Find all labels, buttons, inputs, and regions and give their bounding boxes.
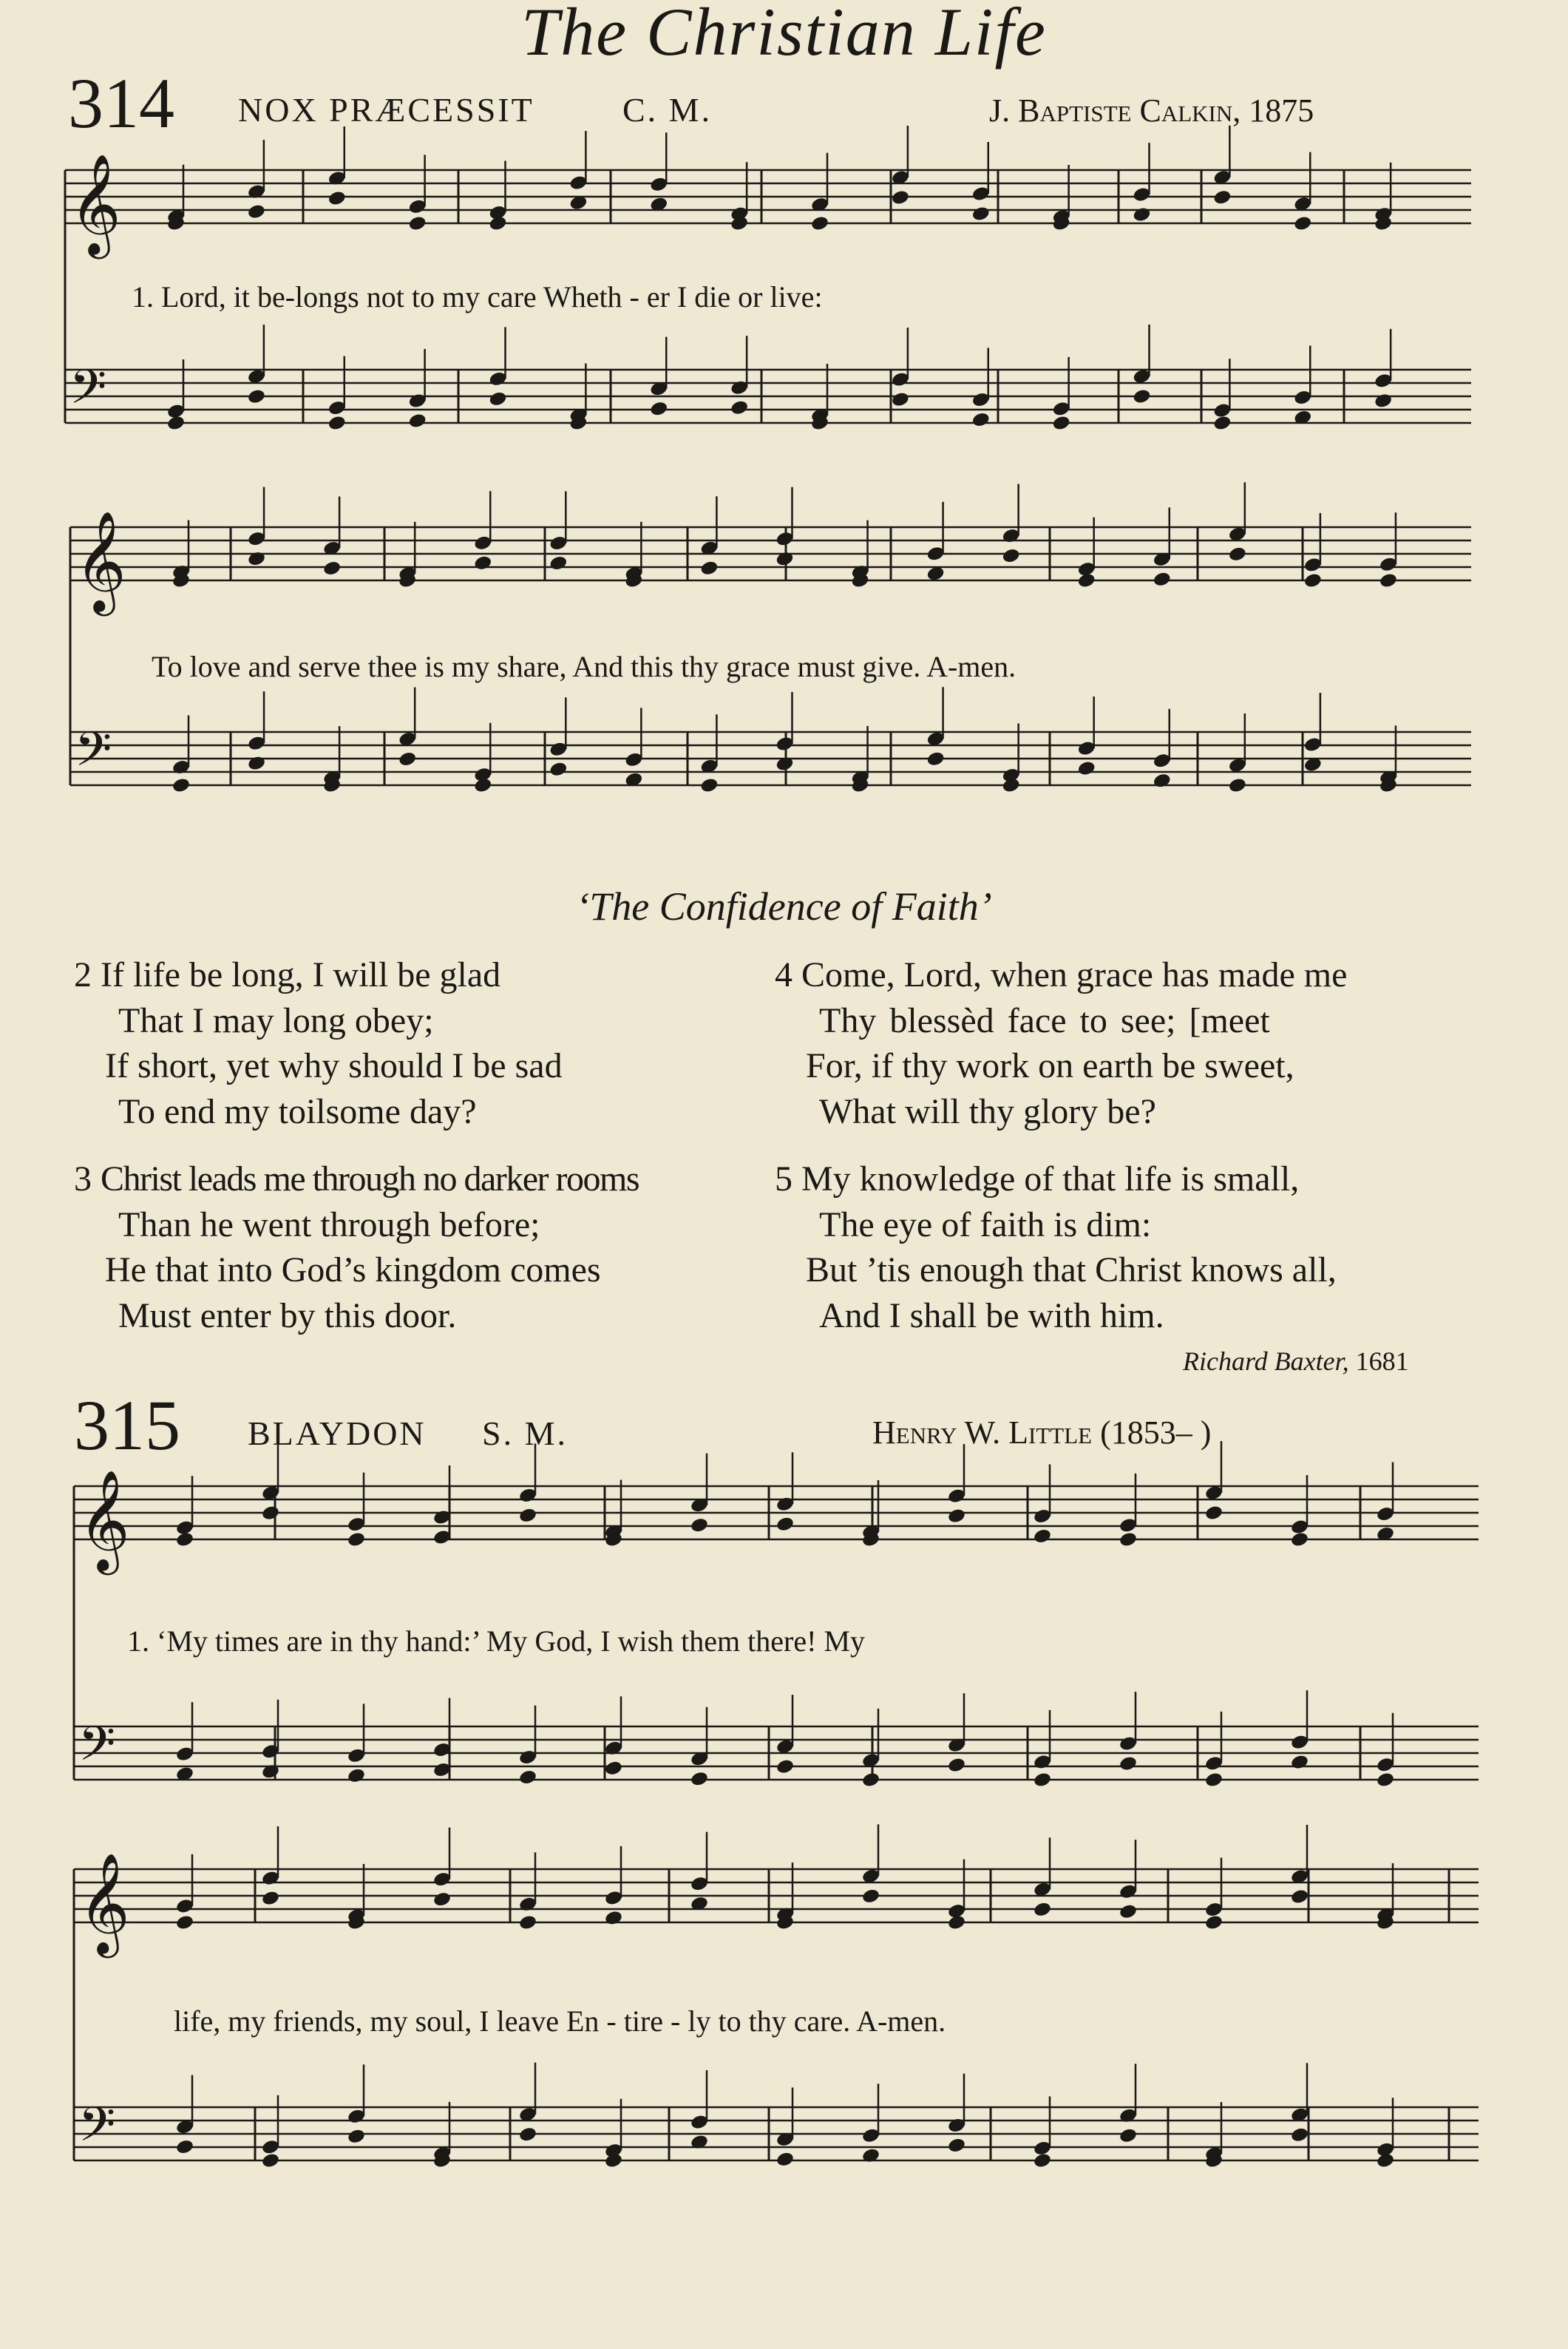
hymn-314-tune-name: NOX PRÆCESSIT bbox=[238, 91, 534, 129]
bass-notes bbox=[175, 2063, 1395, 2169]
verse-line: Thy blessèd face to see; [meet bbox=[819, 1000, 1270, 1040]
note-head bbox=[604, 1910, 623, 1927]
note-head bbox=[261, 1890, 280, 1907]
note-head bbox=[1052, 415, 1071, 432]
note-head bbox=[1374, 393, 1393, 410]
note-head bbox=[327, 415, 347, 432]
verse-line: He that into God’s kingdom comes bbox=[105, 1250, 601, 1289]
note-head bbox=[891, 189, 910, 206]
treble-notes bbox=[175, 1824, 1395, 1931]
note-head bbox=[1379, 572, 1398, 589]
note-head bbox=[549, 555, 568, 572]
note-head bbox=[971, 411, 991, 428]
note-head bbox=[488, 215, 507, 232]
note-head bbox=[1204, 1914, 1223, 1931]
note-head bbox=[1077, 760, 1096, 777]
note-head bbox=[175, 1914, 194, 1931]
note-head bbox=[1119, 2127, 1138, 2144]
note-head bbox=[549, 761, 568, 778]
hymn-314-lyric-line-2: To love and serve thee is my share, And this thy grace must give. A-men. bbox=[152, 650, 1017, 683]
treble-staff bbox=[74, 1468, 1479, 1575]
note-head bbox=[1228, 777, 1247, 794]
note-head bbox=[518, 1769, 537, 1786]
note-head bbox=[432, 1891, 452, 1908]
note-head bbox=[172, 777, 191, 794]
note-head bbox=[166, 415, 186, 432]
note-head bbox=[604, 1760, 623, 1777]
verse-line: If life be long, I will be glad bbox=[101, 955, 501, 994]
note-head bbox=[175, 2138, 194, 2155]
hymn-314-lyric-line-1: 1. Lord, it be-longs not to my care Wheth - er I die or live: bbox=[132, 280, 823, 313]
note-head bbox=[891, 391, 910, 408]
verse-number: 5 bbox=[775, 1159, 793, 1199]
bass-notes bbox=[166, 325, 1393, 431]
note-head bbox=[971, 206, 991, 223]
note-head bbox=[1033, 2152, 1052, 2169]
note-head bbox=[261, 1505, 280, 1522]
treble-clef: 𝄞 bbox=[78, 1468, 130, 1570]
note-head bbox=[347, 1531, 366, 1548]
attribution-year: 1681 bbox=[1355, 1346, 1409, 1376]
bass-staff bbox=[74, 1717, 1479, 1783]
hymn-315-tune-name: BLAYDON bbox=[248, 1414, 427, 1452]
verse-number: 4 bbox=[775, 955, 793, 994]
section-title: ‘The Confidence of Faith’ bbox=[576, 884, 992, 929]
note-head bbox=[699, 560, 719, 577]
note-head bbox=[247, 550, 266, 567]
note-head bbox=[730, 399, 749, 416]
note-head bbox=[518, 2126, 537, 2143]
hymn-314-meter: C. M. bbox=[622, 91, 713, 129]
treble-notes bbox=[175, 1441, 1395, 1548]
verse-number: 2 bbox=[74, 955, 92, 994]
hymn-315-lyric-line-1: 1. ‘My times are in thy hand:’ My God, I wish them there! My bbox=[127, 1624, 865, 1658]
verse-2 bbox=[74, 952, 563, 1134]
note-head bbox=[947, 1757, 966, 1774]
hymn-314-composer: J. Baptiste Calkin, 1875 bbox=[989, 92, 1314, 129]
treble-notes bbox=[172, 482, 1398, 589]
note-head bbox=[1132, 388, 1151, 405]
note-head bbox=[488, 390, 507, 407]
hymn-315-composer: Henry W. Little (1853– ) bbox=[872, 1414, 1212, 1451]
note-head bbox=[1376, 2152, 1395, 2169]
note-head bbox=[175, 1531, 194, 1548]
note-head bbox=[1212, 189, 1232, 206]
bass-clef: 𝄢 bbox=[69, 360, 107, 427]
note-head bbox=[473, 555, 492, 572]
note-head bbox=[947, 1914, 966, 1931]
treble-staff bbox=[70, 509, 1471, 616]
verse-line: Than he went through before; bbox=[118, 1204, 540, 1244]
note-head bbox=[1290, 1754, 1309, 1771]
note-head bbox=[1119, 1531, 1138, 1548]
bass-clef: 𝄢 bbox=[78, 2098, 116, 2164]
note-head bbox=[1293, 215, 1312, 232]
note-head bbox=[1153, 772, 1172, 789]
note-head bbox=[690, 1770, 709, 1787]
note-head bbox=[1153, 571, 1172, 588]
note-head bbox=[861, 1772, 880, 1789]
hymn-315-number: 315 bbox=[74, 1386, 180, 1465]
hymn-315-meter: S. M. bbox=[482, 1414, 568, 1452]
note-head bbox=[1077, 572, 1096, 589]
note-head bbox=[1119, 1755, 1138, 1772]
note-head bbox=[247, 388, 266, 405]
note-head bbox=[775, 1758, 795, 1775]
attribution-author: Richard Baxter, bbox=[1183, 1346, 1349, 1376]
verse-line: But ’tis enough that Christ knows all, bbox=[806, 1250, 1337, 1289]
verse-line: Christ leads me through no darker rooms bbox=[101, 1159, 639, 1199]
verse-line: The eye of faith is dim: bbox=[819, 1204, 1152, 1244]
verse-line: To end my toilsome day? bbox=[118, 1091, 477, 1131]
treble-clef: 𝄞 bbox=[69, 152, 121, 254]
note-head bbox=[810, 215, 829, 232]
note-head bbox=[649, 400, 668, 417]
note-head bbox=[947, 2137, 966, 2154]
note-head bbox=[1228, 546, 1247, 563]
verse-5 bbox=[775, 1156, 1337, 1338]
note-head bbox=[1033, 1772, 1052, 1789]
note-head bbox=[1119, 1903, 1138, 1920]
note-head bbox=[861, 1888, 880, 1905]
verse-line: That I may long obey; bbox=[118, 1000, 434, 1040]
note-head bbox=[473, 777, 492, 794]
note-head bbox=[408, 215, 427, 232]
verse-number: 3 bbox=[74, 1159, 92, 1199]
bass-staff bbox=[65, 360, 1471, 427]
note-head bbox=[327, 190, 347, 207]
note-head bbox=[347, 2128, 366, 2145]
note-head bbox=[1303, 572, 1323, 589]
treble-notes bbox=[166, 126, 1393, 232]
note-head bbox=[1033, 1901, 1052, 1918]
bass-clef: 𝄢 bbox=[78, 1717, 116, 1783]
note-head bbox=[1290, 1531, 1309, 1548]
note-head bbox=[247, 755, 266, 772]
hymn-315-lyric-line-2: life, my friends, my soul, I leave En - tire - ly to thy care. A-men. bbox=[174, 2004, 946, 2038]
note-head bbox=[947, 1508, 966, 1525]
note-head bbox=[1290, 1888, 1309, 1905]
note-head bbox=[1290, 2126, 1309, 2143]
verse-3 bbox=[74, 1156, 639, 1338]
bass-clef: 𝄢 bbox=[75, 722, 112, 789]
note-head bbox=[926, 750, 946, 767]
verse-line: Must enter by this door. bbox=[118, 1295, 457, 1335]
note-head bbox=[247, 203, 266, 220]
verse-line: And I shall be with him. bbox=[819, 1295, 1164, 1335]
note-head bbox=[1212, 415, 1232, 432]
note-head bbox=[408, 413, 427, 430]
note-head bbox=[775, 2151, 795, 2168]
note-head bbox=[699, 777, 719, 794]
bass-staff bbox=[70, 722, 1471, 789]
note-head bbox=[518, 1914, 537, 1931]
verse-4 bbox=[775, 952, 1347, 1134]
note-head bbox=[1002, 547, 1021, 564]
attribution bbox=[1183, 1346, 1409, 1377]
note-head bbox=[347, 1767, 366, 1784]
verse-line: Come, Lord, when grace has made me bbox=[801, 955, 1348, 994]
note-head bbox=[398, 750, 417, 767]
note-head bbox=[1033, 1528, 1052, 1545]
verse-line: If short, yet why should I be sad bbox=[105, 1046, 563, 1085]
note-head bbox=[322, 560, 342, 577]
note-head bbox=[261, 2152, 280, 2169]
note-head bbox=[1204, 1505, 1223, 1522]
note-head bbox=[690, 1516, 709, 1533]
verse-line: For, if thy work on earth be sweet, bbox=[806, 1046, 1294, 1085]
treble-clef: 𝄞 bbox=[75, 509, 126, 611]
note-head bbox=[1204, 1772, 1223, 1789]
treble-clef: 𝄞 bbox=[78, 1851, 130, 1953]
bass-staff bbox=[74, 2098, 1479, 2164]
note-head bbox=[1376, 1772, 1395, 1789]
bass-notes bbox=[172, 687, 1398, 793]
page-title: The Christian Life bbox=[521, 0, 1047, 70]
treble-staff bbox=[74, 1851, 1479, 1958]
treble-staff bbox=[65, 152, 1471, 259]
verse-line: What will thy glory be? bbox=[819, 1091, 1156, 1131]
hymn-314-number: 314 bbox=[68, 64, 174, 143]
note-head bbox=[775, 1516, 795, 1533]
note-head bbox=[1132, 206, 1151, 223]
note-head bbox=[518, 1507, 537, 1524]
verse-line: My knowledge of that life is small, bbox=[801, 1159, 1300, 1199]
